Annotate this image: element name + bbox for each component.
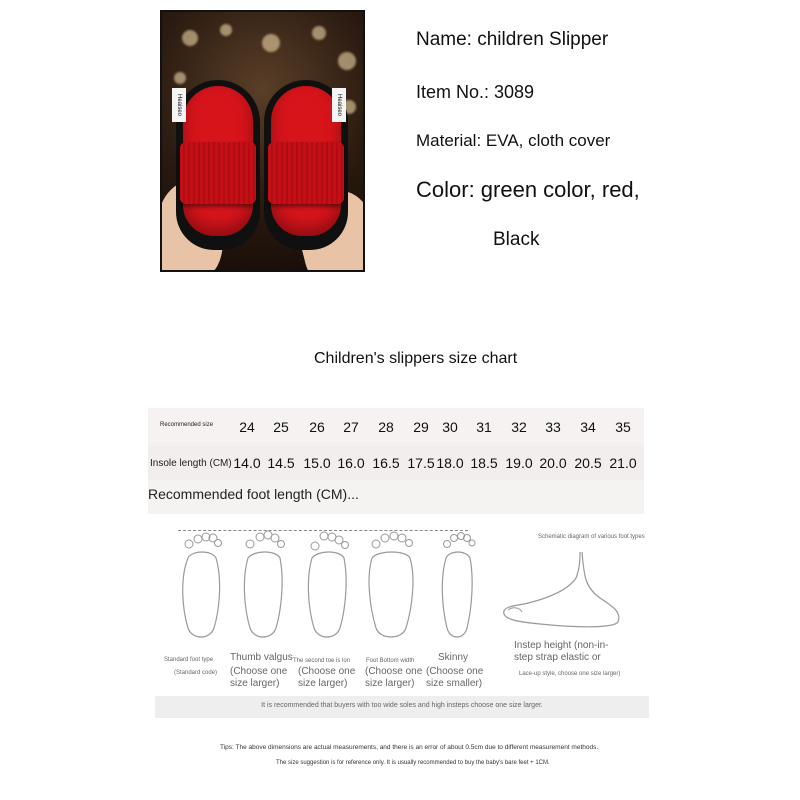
table-cell: 14.5 <box>267 455 295 471</box>
foot-type-label: Standard foot type <box>164 657 214 663</box>
table-cell: 16.0 <box>337 455 365 471</box>
foot-type-label: The second toe is lon <box>293 658 351 664</box>
table-row-foot-length <box>148 480 644 514</box>
product-photo <box>160 10 365 272</box>
table-cell: 19.0 <box>505 455 533 471</box>
product-name: Name: children Slipper <box>416 29 609 50</box>
foot-type-label: Foot Bottom width <box>366 658 415 664</box>
table-cell: 21.0 <box>609 455 637 471</box>
material: Material: EVA, cloth cover <box>416 131 611 150</box>
foot-type-advice: (Choose one size smaller) <box>426 666 484 689</box>
foot-wide-bottom-illustration <box>366 528 416 644</box>
instep-advice: Lace-up style, choose one size larger) <box>519 671 621 677</box>
table-cell: 14.0 <box>233 455 261 471</box>
instep-label: Instep height (non-in-step strap elastic or <box>514 640 609 663</box>
foot-skinny-illustration <box>432 528 482 644</box>
table-row-insole <box>148 446 644 480</box>
color-line-2: Black <box>493 229 540 250</box>
schematic-title: Schematic diagram of various foot types <box>538 534 645 540</box>
table-cell: 32 <box>511 419 527 435</box>
foot-type-advice: (Choose one size larger) <box>230 666 288 689</box>
foot-type-label: Skinny <box>438 652 469 663</box>
table-cell: 26 <box>309 419 325 435</box>
table-cell: 28 <box>378 419 394 435</box>
foot-type-code: (Standard code) <box>174 670 218 676</box>
table-cell: 15.0 <box>303 455 331 471</box>
table-cell: 30 <box>442 419 458 435</box>
table-row-size <box>148 408 644 442</box>
tip-line-2: The size suggestion is for reference only. It is usually recommended to buy the baby's bare feet + 1CM. <box>276 760 550 766</box>
table-cell: 20.5 <box>574 455 602 471</box>
table-cell: 20.0 <box>539 455 567 471</box>
item-number: Item No.: 3089 <box>416 82 535 102</box>
foot-standard-illustration <box>176 528 226 644</box>
table-cell: 29 <box>413 419 429 435</box>
table-cell: 24 <box>239 419 255 435</box>
table-cell: 35 <box>615 419 631 435</box>
foot-instep-side-illustration <box>500 548 630 632</box>
table-cell: 17.5 <box>407 455 435 471</box>
row-label: Insole length (CM) <box>150 458 232 469</box>
slipper-tag-left: Heaiseo <box>172 88 186 122</box>
color-line-1: Color: green color, red, <box>416 177 640 202</box>
table-cell: 16.5 <box>372 455 400 471</box>
foot-type-label: Thumb valgus <box>230 652 293 663</box>
recommendation-text: It is recommended that buyers with too wide soles and high insteps choose one size larger. <box>261 702 543 709</box>
slipper-tag-right: Heaiseo <box>332 88 346 122</box>
size-chart-title: Children's slippers size chart <box>314 350 518 367</box>
table-cell: 18.0 <box>436 455 464 471</box>
table-cell: 25 <box>273 419 289 435</box>
foot-type-advice: (Choose one size larger) <box>298 666 356 689</box>
foot-second-toe-illustration <box>302 528 352 644</box>
recommendation-bar <box>155 696 649 718</box>
table-cell: 31 <box>476 419 492 435</box>
table-cell: 18.5 <box>470 455 498 471</box>
row-label: Recommended size <box>160 422 214 428</box>
table-cell: 33 <box>545 419 561 435</box>
foot-thumb-valgus-illustration <box>238 528 288 644</box>
tip-line-1: Tips: The above dimensions are actual measurements, and there is an error of about 0.5cm due to different measurement methods. <box>220 744 599 751</box>
left-slipper <box>176 80 260 250</box>
row-label: Recommended foot length (CM)... <box>148 486 359 502</box>
table-cell: 34 <box>580 419 596 435</box>
table-cell: 27 <box>343 419 359 435</box>
size-table <box>148 408 644 512</box>
foot-type-advice: (Choose one size larger) <box>365 666 423 689</box>
